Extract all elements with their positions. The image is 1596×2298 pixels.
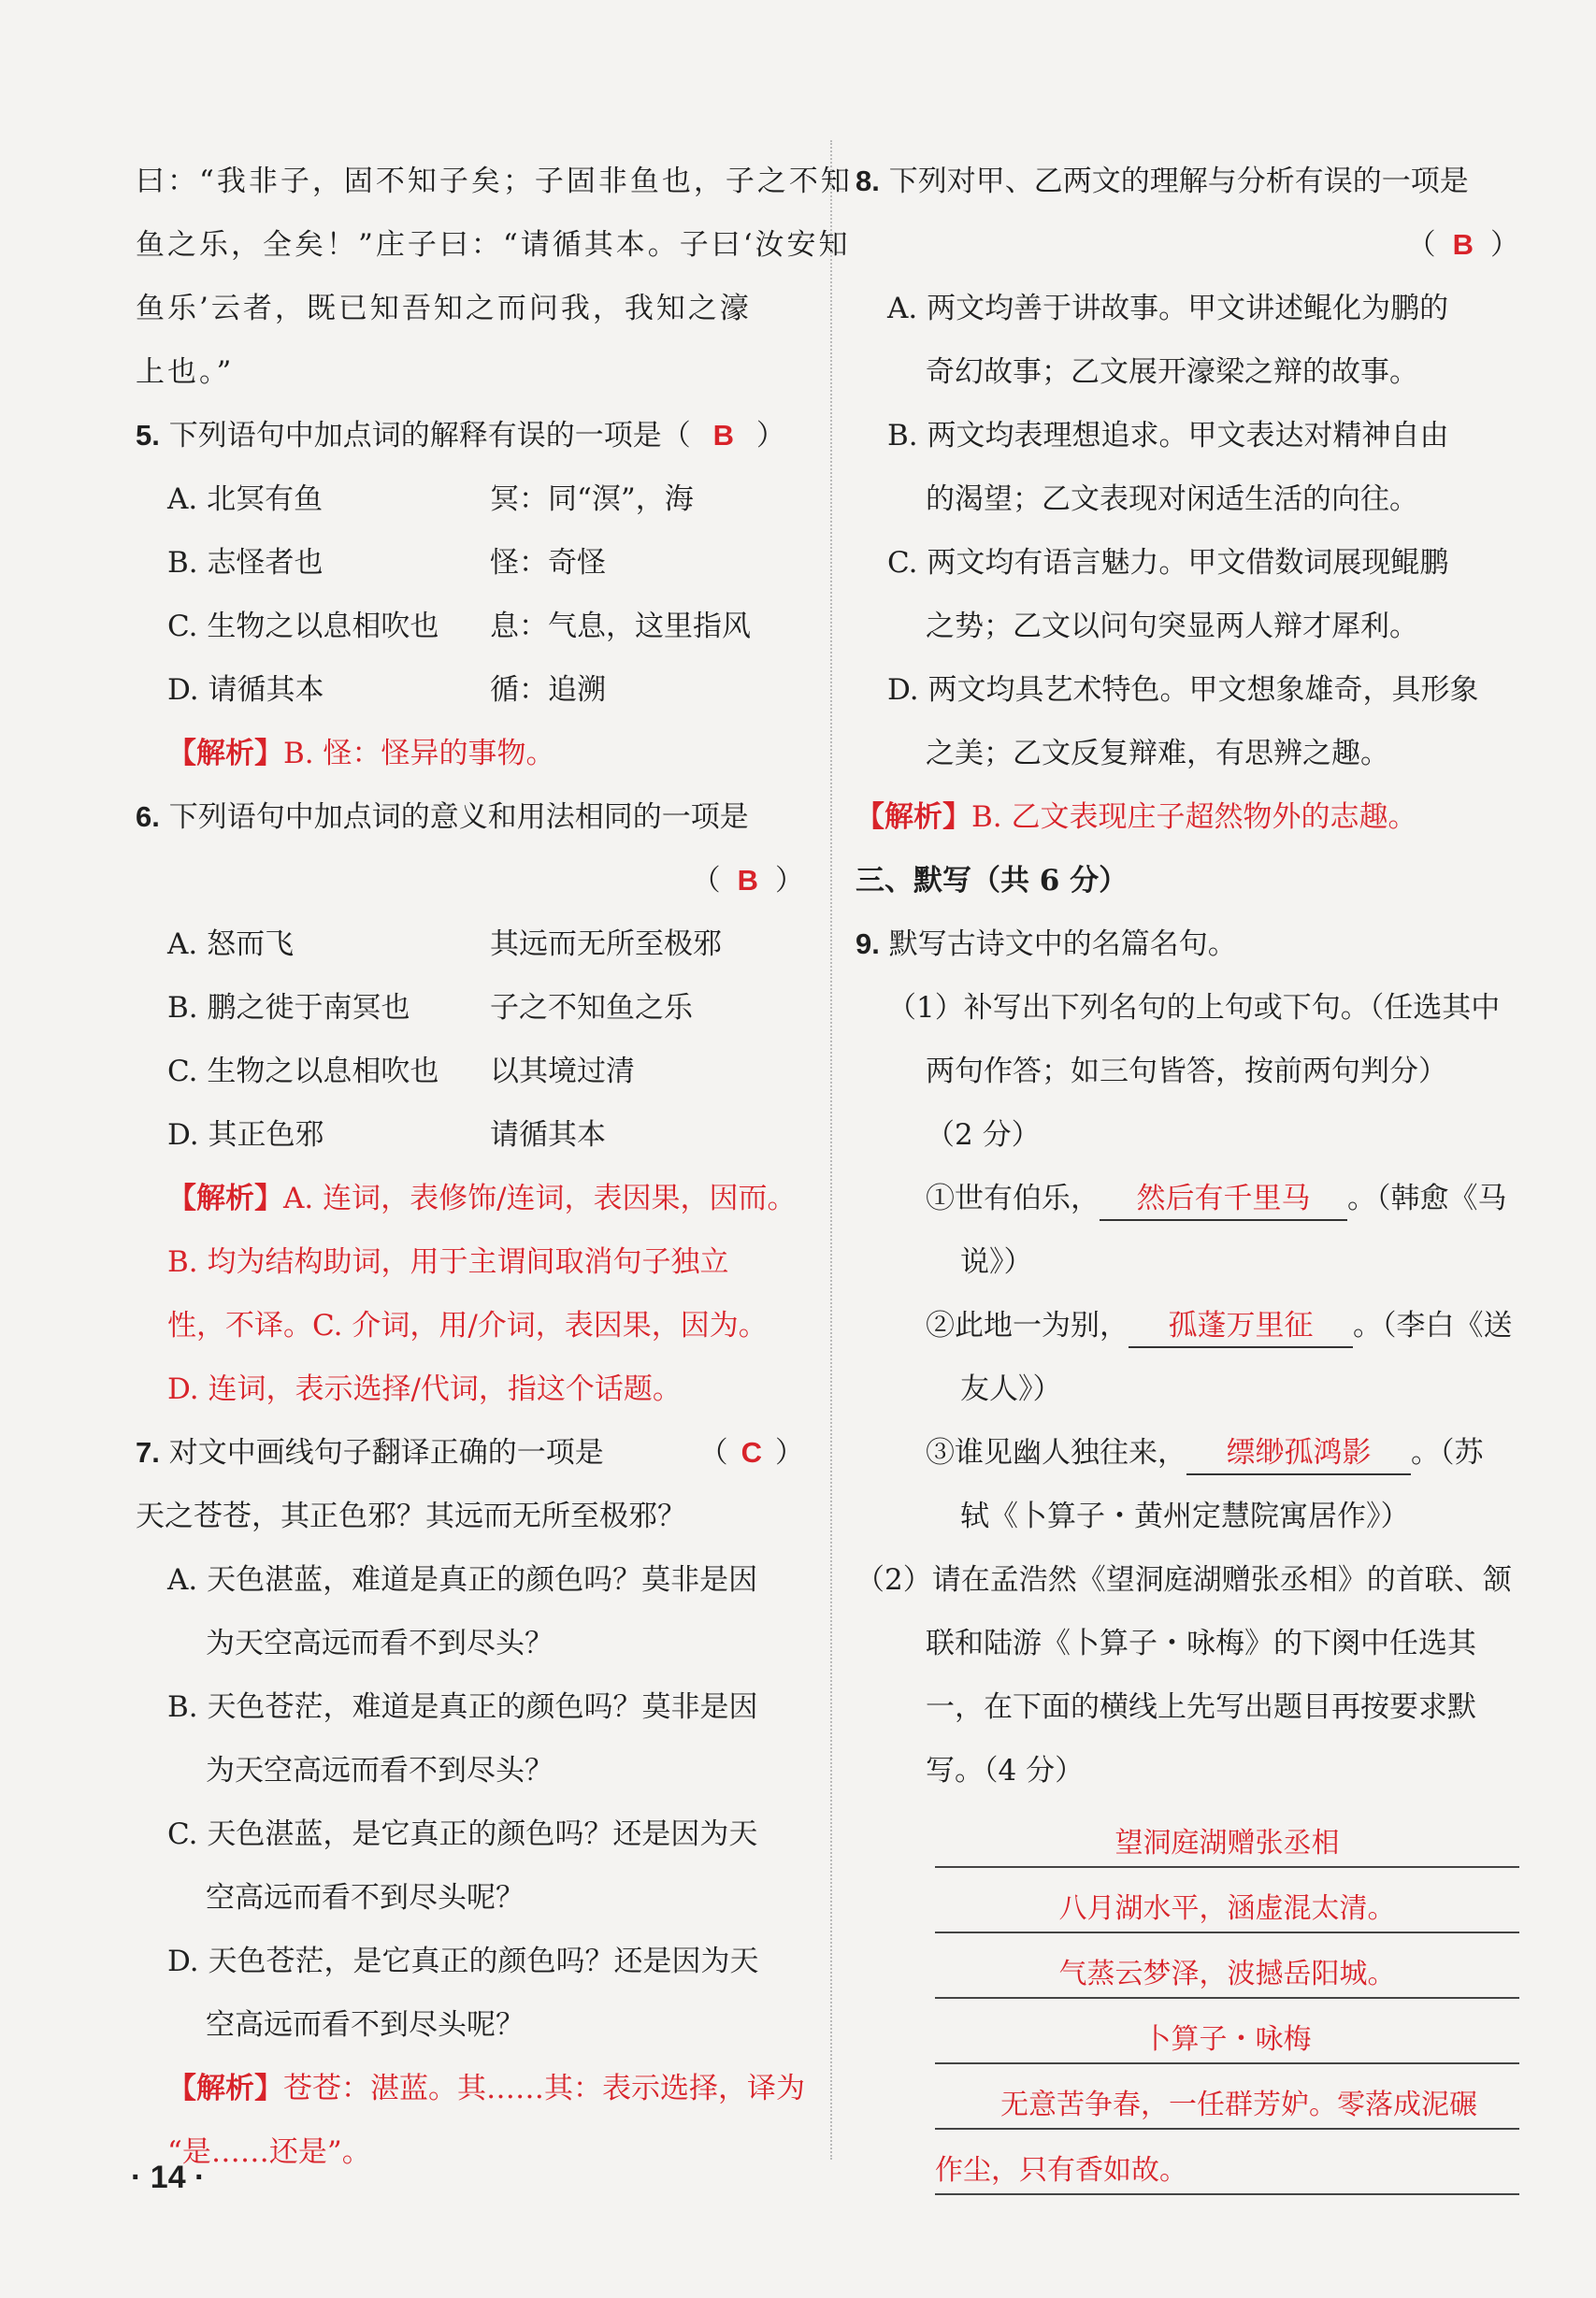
option-line: D. 天色苍茫，是它真正的颜色吗？还是因为天 <box>167 1945 759 1978</box>
answer-choice: B <box>737 864 758 897</box>
answer-line <box>935 2130 1519 2195</box>
analysis <box>136 1167 804 1230</box>
option-row <box>136 1040 804 1103</box>
page-number: · 14 · <box>131 2160 206 2195</box>
analysis-text: D. 连词，表示选择/代词，指这个话题。 <box>167 1372 682 1406</box>
bracket-open: （ <box>1406 228 1436 262</box>
fill-prefix: ③谁见幽人独往来， <box>926 1436 1186 1470</box>
answer-text: 气蒸云梦泽，波撼岳阳城。 <box>1058 1958 1396 1990</box>
answer-text: 八月湖水平，涵虚混太清。 <box>1058 1892 1396 1925</box>
question-number: 8. <box>856 165 880 197</box>
fill-answer: 孤蓬万里征 <box>1129 1305 1353 1348</box>
fill-item <box>856 1294 1519 1357</box>
question-6 <box>136 785 804 849</box>
answer-line <box>935 1802 1519 1868</box>
question-8 <box>856 150 1519 213</box>
bracket-close: ） <box>1490 228 1519 262</box>
question-stem: 对文中画线句子翻译正确的一项是 <box>168 1436 604 1470</box>
question-number: 6. <box>136 800 160 833</box>
column-divider <box>830 140 832 2160</box>
fill-source-cont: 说》） <box>960 1245 1033 1279</box>
option-gloss: 息：气息，这里指风 <box>490 610 751 643</box>
analysis <box>136 722 804 785</box>
option-line: 之美；乙文反复辩难，有思辨之趣。 <box>926 737 1389 770</box>
option-compare: 其远而无所至极邪 <box>490 927 722 961</box>
option-line: A. 两文均善于讲故事。甲文讲述鲲化为鹏的 <box>887 292 1449 325</box>
answer-text: 望洞庭湖赠张丞相 <box>1114 1827 1340 1860</box>
analysis <box>856 785 1519 849</box>
analysis-text: A. 连词，表修饰/连词，表因果，因而。 <box>283 1182 797 1215</box>
question-stem: 下列对甲、乙两文的理解与分析有误的一项是 <box>888 165 1469 198</box>
page-number-value: 14 <box>150 2160 186 2195</box>
option-line: 空高远而看不到尽头呢？ <box>206 1881 525 1915</box>
question-5 <box>136 404 804 467</box>
analysis-text: 苍苍：湛蓝。其……其：表示选择，译为 <box>283 2072 805 2105</box>
option-line: B. 天色苍茫，难道是真正的颜色吗？莫非是因 <box>167 1690 758 1724</box>
option-line: A. 天色湛蓝，难道是真正的颜色吗？莫非是因 <box>167 1563 758 1597</box>
fill-prefix: ②此地一为别， <box>926 1309 1129 1343</box>
option-line: D. 两文均具艺术特色。甲文想象雄奇，具形象 <box>887 673 1479 707</box>
answer-text: 作尘，只有香如故。 <box>935 2154 1187 2187</box>
option-sentence: C. 生物之以息相吹也 <box>167 610 439 643</box>
answer-bracket <box>136 849 804 912</box>
option-compare: 请循其本 <box>490 1118 606 1152</box>
question-number: 7. <box>136 1436 160 1469</box>
option-row <box>136 658 804 722</box>
option-sentence: D. 请循其本 <box>167 673 324 707</box>
fill-answer: 缥缈孤鸿影 <box>1186 1432 1411 1475</box>
fill-source: 。（苏 <box>1411 1436 1484 1470</box>
answer-bracket <box>699 1421 804 1485</box>
analysis-text: B. 怪：怪异的事物。 <box>283 737 555 770</box>
analysis-text: “是……还是”。 <box>167 2135 371 2169</box>
fill-source: 。（李白《送 <box>1353 1309 1513 1343</box>
answer-text: 无意苦争春，一任群芳妒。零落成泥碾 <box>1000 2089 1477 2121</box>
question-number: 5. <box>136 419 160 452</box>
option-compare: 以其境过清 <box>490 1055 635 1088</box>
option-line: C. 两文均有语言魅力。甲文借数词展现鲲鹏 <box>887 546 1449 580</box>
answer-line <box>935 1999 1519 2064</box>
analysis-tag: 【解析】 <box>856 800 971 834</box>
option-sentence: C. 生物之以息相吹也 <box>167 1055 439 1088</box>
left-column <box>136 150 853 2184</box>
question-7 <box>136 1421 804 1485</box>
option-row <box>136 595 804 658</box>
answer-choice: B <box>1452 228 1474 261</box>
fill-source-cont: 轼《卜算子・黄州定慧院寓居作》） <box>960 1500 1410 1533</box>
bracket-close: ） <box>755 419 785 452</box>
question-stem: 下列语句中加点词的意义和用法相同的一项是 <box>168 800 749 834</box>
option-gloss: 怪：奇怪 <box>490 546 606 580</box>
analysis-tag: 【解析】 <box>167 2072 283 2105</box>
option-line: 为天空高远而看不到尽头？ <box>206 1627 554 1660</box>
bracket-open: （ <box>698 1436 728 1470</box>
option-sentence: B. 志怪者也 <box>167 546 324 580</box>
question-stem: 默写古诗文中的名篇名句。 <box>888 927 1237 961</box>
option-line: 的渴望；乙文表现对闲适生活的向往。 <box>926 482 1418 516</box>
answer-choice: C <box>740 1436 762 1469</box>
analysis-text: B. 均为结构助词，用于主谓间取消句子独立 <box>167 1245 729 1279</box>
sub-question-1: （1）补写出下列名句的上句或下句。（任选其中 <box>887 991 1501 1025</box>
sub-question-1-cont: 两句作答；如三句皆答，按前两句判分） <box>926 1055 1447 1088</box>
bracket-close: ） <box>775 864 804 898</box>
option-line: 奇幻故事；乙文展开濠梁之辩的故事。 <box>926 355 1418 389</box>
sub-question-2-cont: 写。（4 分） <box>926 1754 1085 1788</box>
fill-item <box>856 1167 1519 1230</box>
option-sentence: D. 其正色邪 <box>167 1118 324 1152</box>
answer-text: 卜算子・咏梅 <box>1143 2023 1312 2056</box>
bracket-close: ） <box>775 1436 804 1470</box>
option-line: 为天空高远而看不到尽头？ <box>206 1754 554 1788</box>
sub-question-1-cont: （2 分） <box>926 1118 1041 1152</box>
analysis-text: B. 乙文表现庄子超然物外的志趣。 <box>971 800 1417 834</box>
sub-question-2-cont: 联和陆游《卜算子・咏梅》的下阕中任选其 <box>926 1627 1476 1660</box>
passage-line: 曰：“我非子，固不知子矣；子固非鱼也，子之不知 <box>136 165 853 198</box>
analysis-tag: 【解析】 <box>167 1182 283 1215</box>
option-row <box>136 467 804 531</box>
question-number: 9. <box>856 927 880 960</box>
fill-source: 。（韩愈《马 <box>1347 1182 1507 1215</box>
option-gloss: 冥：同“溟”，海 <box>490 482 694 516</box>
option-sentence: A. 北冥有鱼 <box>167 482 324 516</box>
analysis-text: 性，不译。C. 介词，用/介词，表因果，因为。 <box>167 1309 768 1343</box>
option-sentence: B. 鹏之徙于南冥也 <box>167 991 410 1025</box>
option-row <box>136 912 804 976</box>
option-line: C. 天色湛蓝，是它真正的颜色吗？还是因为天 <box>167 1817 758 1851</box>
section-heading: 三、默写（共 6 分） <box>856 864 1129 898</box>
analysis-tag: 【解析】 <box>167 737 283 770</box>
sub-question-2-cont: 一，在下面的横线上先写出题目再按要求默 <box>926 1690 1476 1724</box>
analysis <box>136 2057 804 2120</box>
question-9 <box>856 912 1519 976</box>
answer-line <box>935 1933 1519 1999</box>
option-row <box>136 1103 804 1167</box>
passage-line: 上也。” <box>136 355 235 389</box>
fill-source-cont: 友人》） <box>960 1372 1062 1406</box>
answer-line <box>935 2064 1519 2130</box>
sub-question-2: （2）请在孟浩然《望洞庭湖赠张丞相》的首联、颔 <box>856 1563 1512 1597</box>
passage-line: 鱼乐’云者，既已知吾知之而问我，我知之濠 <box>136 292 752 325</box>
option-line: 空高远而看不到尽头呢？ <box>206 2008 525 2042</box>
passage-line: 鱼之乐，全矣！”庄子曰：“请循其本。子曰‘汝安知 <box>136 228 851 262</box>
answer-bracket <box>856 213 1519 277</box>
answer-choice: B <box>712 419 734 452</box>
bracket-open: （ <box>691 864 721 898</box>
question-stem: 下列语句中加点词的解释有误的一项是（ <box>168 419 691 452</box>
quoted-sentence: 天之苍苍，其正色邪？其远而无所至极邪？ <box>136 1500 686 1533</box>
option-line: B. 两文均表理想追求。甲文表达对精神自由 <box>887 419 1449 452</box>
answer-line <box>935 1868 1519 1933</box>
option-compare: 子之不知鱼之乐 <box>490 991 693 1025</box>
right-column <box>856 150 1519 2195</box>
option-gloss: 循：追溯 <box>490 673 606 707</box>
option-row <box>136 976 804 1040</box>
fill-item <box>856 1421 1519 1485</box>
option-row <box>136 531 804 595</box>
option-line: 之势；乙文以问句突显两人辩才犀利。 <box>926 610 1418 643</box>
fill-prefix: ①世有伯乐， <box>926 1182 1100 1215</box>
fill-answer: 然后有千里马 <box>1100 1178 1347 1221</box>
option-sentence: A. 怒而飞 <box>167 927 295 961</box>
